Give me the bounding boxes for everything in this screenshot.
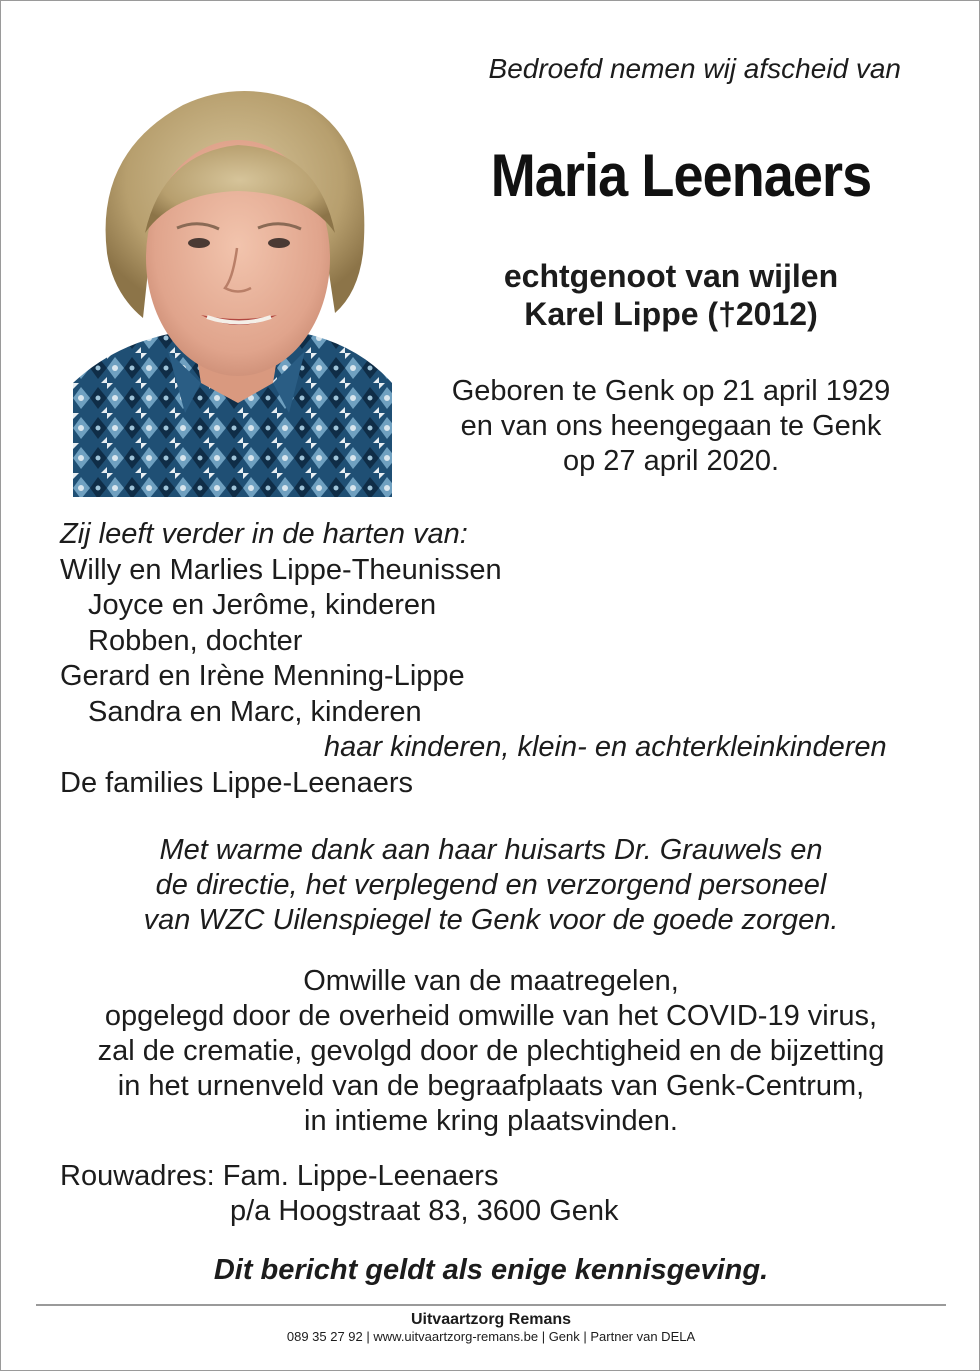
mourner-line: Willy en Marlies Lippe-Theunissen <box>60 553 502 586</box>
mourners-heading: Zij leeft verder in de harten van: <box>60 518 468 550</box>
mourner-line: Gerard en Irène Menning-Lippe <box>60 660 465 692</box>
funeral-company: Uitvaartzorg Remans <box>410 1311 572 1328</box>
death-line-2: op 27 april 2020. <box>562 445 780 477</box>
spouse-info <box>441 257 901 333</box>
funeral-contact: 089 35 27 92 | www.uitvaartzorg-remans.be | Genk | Partner van DELA <box>286 1329 696 1344</box>
intro-text: Bedroefd nemen wij afscheid van <box>488 53 901 84</box>
address-line-2: p/a Hoogstraat 83, 3600 Genk <box>230 1195 619 1227</box>
notice-statement: Dit bericht geldt als enige kennisgeving. <box>213 1254 769 1286</box>
covid-line: in intieme kring plaatsvinden. <box>304 1105 678 1137</box>
mourning-address <box>60 1159 619 1229</box>
thanks-line: van WZC Uilenspiegel te Genk voor de goede zorgen. <box>143 904 839 936</box>
address-line-1: Rouwadres: Fam. Lippe-Leenaers <box>60 1160 499 1192</box>
mourner-line: Joyce en Jerôme, kinderen <box>88 589 437 621</box>
thanks-line: de directie, het verplegend en verzorgend personeel <box>155 869 827 901</box>
thanks-line: Met warme dank aan haar huisarts Dr. Grauwels en <box>159 834 823 866</box>
covid-notice <box>41 964 941 1139</box>
thanks-paragraph <box>41 833 941 938</box>
death-line-1: en van ons heengegaan te Genk <box>460 410 882 442</box>
covid-line: Omwille van de maatregelen, <box>303 965 679 997</box>
covid-line: zal de crematie, gevolgd door de plechtigheid en de bijzetting <box>97 1035 885 1067</box>
portrait-photo <box>73 83 392 497</box>
mourner-line: Sandra en Marc, kinderen <box>88 695 422 728</box>
mourners-list <box>60 517 887 801</box>
spouse-line-2: Karel Lippe (†2012) <box>524 296 818 332</box>
spouse-line-1: echtgenoot van wijlen <box>503 258 839 294</box>
birth-line: Geboren te Genk op 21 april 1929 <box>451 375 891 407</box>
deceased-name: Maria Leenaers <box>490 142 872 209</box>
mourner-line: De families Lippe-Leenaers <box>60 766 414 799</box>
footer-divider <box>36 1304 946 1306</box>
covid-line: in het urnenveld van de begraafplaats van Genk-Centrum, <box>117 1070 865 1102</box>
covid-line: opgelegd door de overheid omwille van het COVID-19 virus, <box>104 1000 878 1032</box>
mourner-line: haar kinderen, klein- en achterkleinkinderen <box>324 731 887 763</box>
birth-death-info <box>421 374 921 479</box>
mourner-line: Robben, dochter <box>88 624 303 657</box>
